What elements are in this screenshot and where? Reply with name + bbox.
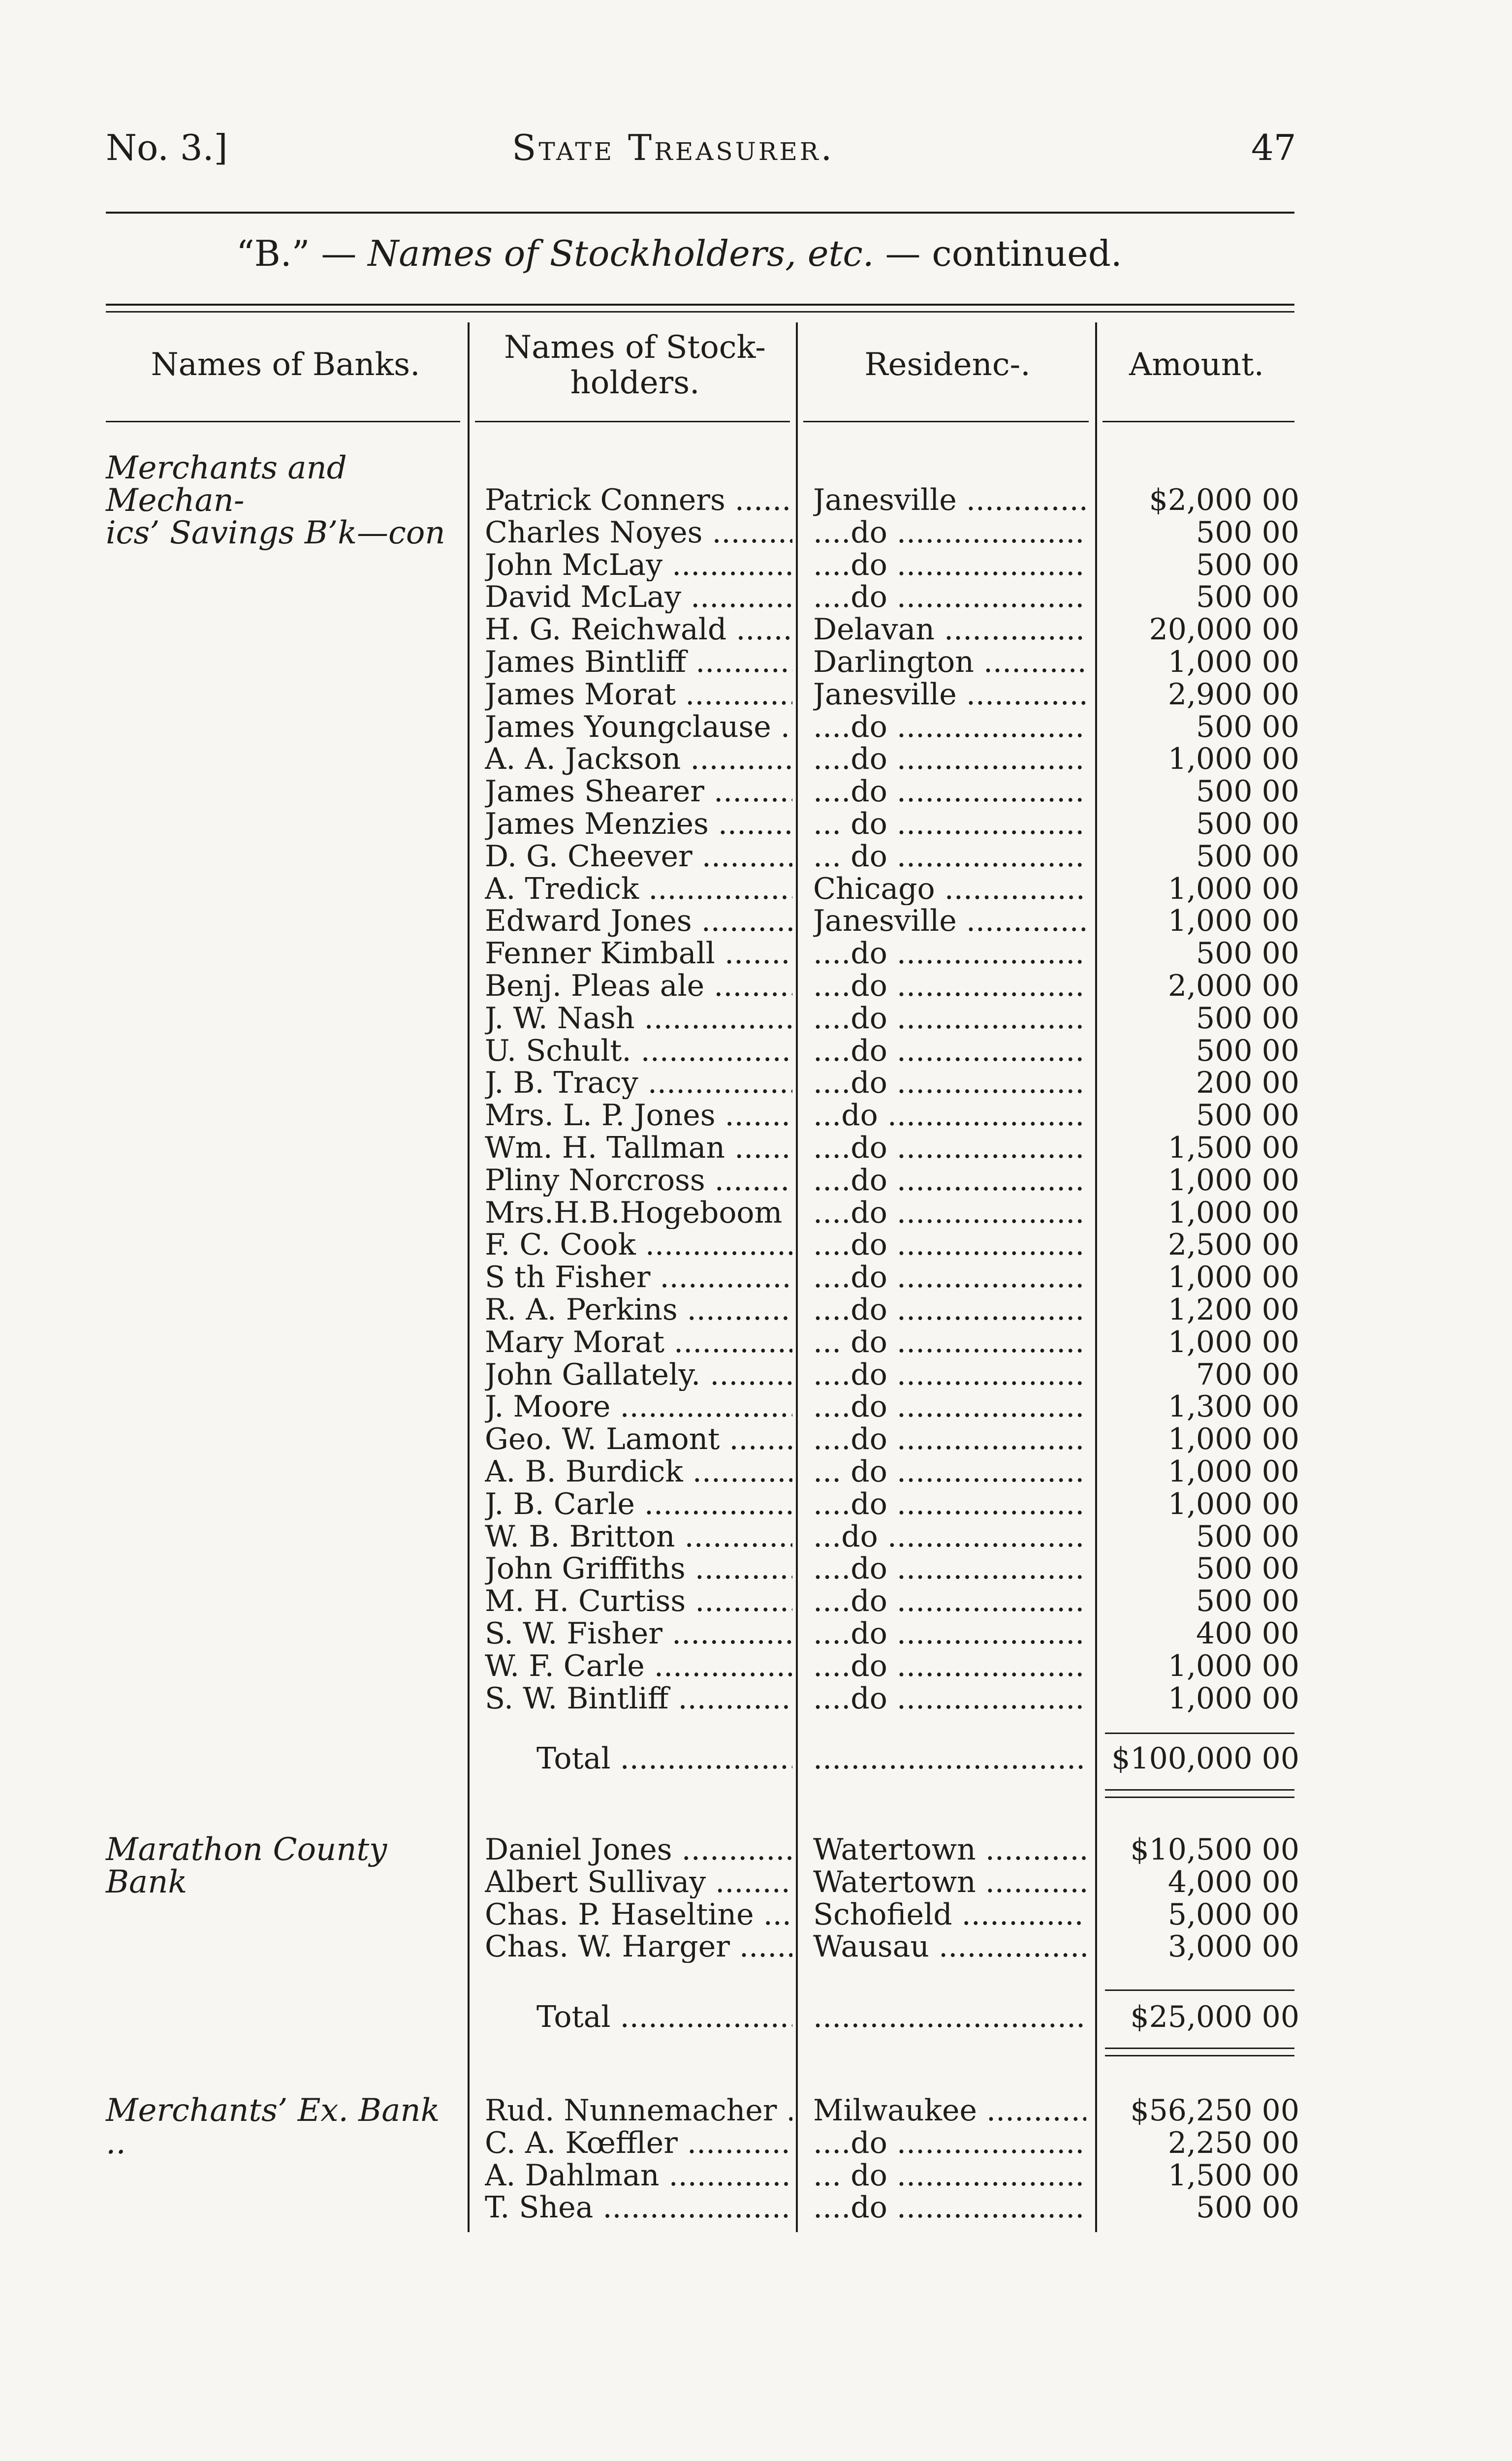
header-underline bbox=[803, 421, 1089, 422]
subtotal-rule bbox=[1105, 1733, 1294, 1734]
subtitle-label: “B.” bbox=[236, 233, 310, 274]
stockholder-name: John Griffiths ..... bbox=[485, 1552, 792, 1585]
residence-cell: ....do ..... bbox=[813, 743, 1086, 775]
stockholder-name: A. Tredick ..... bbox=[485, 873, 792, 905]
table-row bbox=[0, 743, 1329, 775]
table-row bbox=[0, 2127, 1329, 2159]
stockholder-name: Albert Sullivay ..... bbox=[485, 1866, 792, 1898]
table-row bbox=[0, 516, 1329, 549]
amount-cell: 500 00 bbox=[1196, 1002, 1299, 1035]
column-header-residence: Residenc-. bbox=[864, 347, 1031, 383]
page-number: 47 bbox=[1251, 127, 1296, 168]
residence-cell: ....do ..... bbox=[813, 581, 1086, 613]
residence-cell: ....do ..... bbox=[813, 711, 1086, 743]
header-underline bbox=[1102, 421, 1294, 422]
stockholder-name: D. G. Cheever ..... bbox=[485, 840, 792, 873]
residence-cell: ....do ..... bbox=[813, 1229, 1086, 1261]
table-row bbox=[0, 678, 1329, 711]
table-top-rule bbox=[106, 304, 1294, 306]
amount-cell: 1,000 00 bbox=[1167, 1261, 1299, 1294]
residence-cell: ....do ..... bbox=[813, 1002, 1086, 1035]
amount-cell: 1,000 00 bbox=[1167, 1164, 1299, 1197]
residence-cell: ....do ..... bbox=[813, 1617, 1086, 1650]
bank-name-line1: Marathon County Bank bbox=[106, 1831, 387, 1900]
residence-cell: ....do ..... bbox=[813, 1132, 1086, 1164]
stockholder-name: W. B. Britton ..... bbox=[485, 1520, 792, 1553]
amount-cell: 1,000 00 bbox=[1167, 1423, 1299, 1456]
total-leader bbox=[813, 1742, 1086, 1775]
amount-cell: 500 00 bbox=[1196, 1585, 1299, 1618]
table-row bbox=[0, 775, 1329, 808]
residence-cell: Chicago ..... bbox=[813, 873, 1086, 905]
residence-cell: Janesville ..... bbox=[813, 484, 1086, 516]
stockholder-name: Rud. Nunnemacher ..... bbox=[485, 2094, 792, 2127]
amount-cell: 1,000 00 bbox=[1167, 1325, 1299, 1358]
residence-cell: ...do ..... bbox=[813, 1099, 1086, 1132]
amount-cell: 2,500 00 bbox=[1167, 1229, 1299, 1262]
stockholder-name: T. Shea ..... bbox=[485, 2191, 792, 2224]
table-row bbox=[0, 1423, 1329, 1455]
header-rule bbox=[106, 212, 1294, 214]
stockholder-name: S. W. Fisher ..... bbox=[485, 1617, 792, 1650]
amount-cell: 1,000 00 bbox=[1167, 1196, 1299, 1229]
amount-cell: 1,000 00 bbox=[1167, 1455, 1299, 1488]
stockholder-name: A. Dahlman ..... bbox=[485, 2159, 792, 2192]
total-double-rule bbox=[1105, 1797, 1294, 1798]
table-row bbox=[0, 1455, 1329, 1488]
stockholder-name: A. A. Jackson ..... bbox=[485, 743, 792, 775]
stockholder-name: Fenner Kimball ..... bbox=[485, 937, 792, 970]
amount-cell: 1,000 00 bbox=[1167, 743, 1299, 776]
residence-cell: ...do ..... bbox=[813, 1520, 1086, 1553]
total-row bbox=[0, 2001, 1329, 2033]
stockholder-name: Geo. W. Lamont ..... bbox=[485, 1423, 792, 1455]
total-label: Total ..... bbox=[536, 1742, 792, 1775]
stockholder-name: J. Moore ..... bbox=[485, 1390, 792, 1423]
table-row bbox=[0, 1650, 1329, 1682]
amount-cell: 500 00 bbox=[1196, 710, 1299, 743]
header-underline bbox=[106, 421, 460, 422]
subtotal-rule bbox=[1105, 1989, 1294, 1991]
residence-cell: ... do ..... bbox=[813, 1326, 1086, 1358]
residence-cell: ....do ..... bbox=[813, 1294, 1086, 1326]
residence-cell: Janesville ..... bbox=[813, 678, 1086, 711]
table-row bbox=[0, 1035, 1329, 1067]
table-row bbox=[0, 1132, 1329, 1164]
table-row bbox=[0, 1358, 1329, 1391]
stockholder-name: Pliny Norcross ..... bbox=[485, 1164, 792, 1197]
table-row bbox=[0, 1099, 1329, 1132]
table-row bbox=[0, 1067, 1329, 1099]
table-row bbox=[0, 808, 1329, 840]
amount-cell: $10,500 00 bbox=[1130, 1833, 1299, 1866]
stockholder-name: Mary Morat ..... bbox=[485, 1326, 792, 1358]
amount-cell: 500 00 bbox=[1196, 775, 1299, 808]
table-row bbox=[0, 549, 1329, 581]
table-row bbox=[0, 484, 1329, 516]
residence-cell: ... do ..... bbox=[813, 840, 1086, 873]
residence-cell: ....do ..... bbox=[813, 516, 1086, 549]
stockholder-name: Patrick Conners ..... bbox=[485, 484, 792, 516]
table-row bbox=[0, 581, 1329, 613]
amount-cell: 2,000 00 bbox=[1167, 970, 1299, 1002]
stockholder-name: S. W. Bintliff ..... bbox=[485, 1682, 792, 1715]
table-row bbox=[0, 873, 1329, 905]
table-top-rule-inner bbox=[106, 311, 1294, 313]
table-row bbox=[0, 2094, 1329, 2127]
column-header-stockholders-line2: holders. bbox=[570, 365, 700, 401]
residence-cell: ....do ..... bbox=[813, 1552, 1086, 1585]
total-leader bbox=[813, 2001, 1086, 2033]
stockholder-name: Daniel Jones ..... bbox=[485, 1833, 792, 1866]
amount-cell: 500 00 bbox=[1196, 1099, 1299, 1132]
table-row bbox=[0, 1488, 1329, 1520]
amount-cell: 1,000 00 bbox=[1167, 905, 1299, 938]
table-row bbox=[0, 2159, 1329, 2192]
amount-cell: 1,000 00 bbox=[1167, 872, 1299, 905]
total-row bbox=[0, 1742, 1329, 1775]
amount-cell: 2,900 00 bbox=[1167, 678, 1299, 711]
table-row bbox=[0, 937, 1329, 970]
subtitle-italic: Names of Stockholders, etc. bbox=[368, 233, 874, 274]
stockholder-name: David McLay ..... bbox=[485, 581, 792, 613]
residence-cell: ....do ..... bbox=[813, 1197, 1086, 1229]
table-row bbox=[0, 1520, 1329, 1553]
residence-cell: ....do ..... bbox=[813, 1035, 1086, 1067]
stockholder-name: James Menzies ..... bbox=[485, 808, 792, 840]
table-row bbox=[0, 1164, 1329, 1197]
bank-name-line2: ics’ Savings B’k—con bbox=[106, 515, 445, 551]
residence-cell: Schofield ..... bbox=[813, 1898, 1086, 1931]
amount-cell: 20,000 00 bbox=[1149, 613, 1299, 646]
stockholder-name: Benj. Pleas ale ..... bbox=[485, 970, 792, 1002]
stockholder-name: H. G. Reichwald ..... bbox=[485, 613, 792, 646]
amount-cell: 400 00 bbox=[1196, 1617, 1299, 1650]
residence-cell: ....do ..... bbox=[813, 1488, 1086, 1520]
stockholder-name: Mrs. L. P. Jones ..... bbox=[485, 1099, 792, 1132]
residence-cell: ....do ..... bbox=[813, 2191, 1086, 2224]
stockholder-name: Chas. P. Haseltine ..... bbox=[485, 1898, 792, 1931]
residence-cell: ....do ..... bbox=[813, 970, 1086, 1002]
table-row bbox=[0, 1585, 1329, 1617]
table-row bbox=[0, 1002, 1329, 1035]
amount-cell: 500 00 bbox=[1196, 1520, 1299, 1553]
residence-cell: ....do ..... bbox=[813, 1358, 1086, 1391]
amount-cell: 500 00 bbox=[1196, 2191, 1299, 2224]
amount-cell: 500 00 bbox=[1196, 1034, 1299, 1067]
stockholder-name: R. A. Perkins ..... bbox=[485, 1294, 792, 1326]
residence-cell: ....do ..... bbox=[813, 937, 1086, 970]
amount-cell: 1,000 00 bbox=[1167, 646, 1299, 678]
table-row bbox=[0, 711, 1329, 743]
table-subtitle bbox=[236, 231, 1221, 276]
amount-cell: 3,000 00 bbox=[1167, 1930, 1299, 1963]
bank-name-line1: Merchants’ Ex. Bank .. bbox=[106, 2092, 440, 2161]
residence-cell: ... do ..... bbox=[813, 808, 1086, 840]
residence-cell: Wausau ..... bbox=[813, 1930, 1086, 1963]
total-double-rule bbox=[1105, 1789, 1294, 1791]
stockholder-name: James Youngclause ..... bbox=[485, 711, 792, 743]
amount-cell: 700 00 bbox=[1196, 1358, 1299, 1391]
column-header-stockholders-line1: Names of Stock- bbox=[504, 329, 766, 366]
table-row bbox=[0, 1294, 1329, 1326]
stockholder-name: John Gallately. ..... bbox=[485, 1358, 792, 1391]
amount-cell: 1,000 00 bbox=[1167, 1649, 1299, 1682]
table-row bbox=[0, 1898, 1329, 1931]
amount-cell: 1,000 00 bbox=[1167, 1682, 1299, 1715]
amount-cell: 4,000 00 bbox=[1167, 1865, 1299, 1898]
table-row bbox=[0, 1682, 1329, 1715]
table-row bbox=[0, 1390, 1329, 1423]
table-row bbox=[0, 1930, 1329, 1963]
stockholder-name: Wm. H. Tallman ..... bbox=[485, 1132, 792, 1164]
amount-cell: 5,000 00 bbox=[1167, 1898, 1299, 1931]
column-header-stockholders bbox=[472, 330, 797, 401]
residence-cell: Darlington ..... bbox=[813, 646, 1086, 678]
stockholder-name: C. A. Kœffler ..... bbox=[485, 2127, 792, 2159]
amount-cell: 1,300 00 bbox=[1167, 1390, 1299, 1423]
stockholder-name: J. W. Nash ..... bbox=[485, 1002, 792, 1035]
residence-cell: ....do ..... bbox=[813, 1067, 1086, 1099]
page-header-title: State Treasurer. bbox=[512, 127, 835, 168]
total-amount: $25,000 00 bbox=[1130, 2001, 1299, 2033]
residence-cell: ....do ..... bbox=[813, 1682, 1086, 1715]
residence-cell: ....do ..... bbox=[813, 1261, 1086, 1294]
table-row bbox=[0, 1326, 1329, 1358]
table-row bbox=[0, 905, 1329, 937]
stockholder-name: Edward Jones ..... bbox=[485, 905, 792, 937]
stockholder-name: James Bintliff ..... bbox=[485, 646, 792, 678]
amount-cell: 500 00 bbox=[1196, 516, 1299, 549]
residence-cell: Watertown ..... bbox=[813, 1866, 1086, 1898]
column-header-amount: Amount. bbox=[1129, 347, 1264, 383]
table-row bbox=[0, 2191, 1329, 2224]
column-header-banks: Names of Banks. bbox=[151, 347, 420, 383]
stockholder-name: John McLay ..... bbox=[485, 549, 792, 581]
amount-cell: 1,000 00 bbox=[1167, 1487, 1299, 1520]
table-row bbox=[0, 613, 1329, 646]
residence-cell: Janesville ..... bbox=[813, 905, 1086, 937]
table-row bbox=[0, 1261, 1329, 1294]
stockholder-name: U. Schult. ..... bbox=[485, 1035, 792, 1067]
residence-cell: ....do ..... bbox=[813, 1390, 1086, 1423]
amount-cell: 500 00 bbox=[1196, 1552, 1299, 1585]
stockholder-name: Charles Noyes ..... bbox=[485, 516, 792, 549]
amount-cell: $56,250 00 bbox=[1130, 2094, 1299, 2127]
amount-cell: 500 00 bbox=[1196, 840, 1299, 873]
amount-cell: 1,500 00 bbox=[1167, 2159, 1299, 2192]
total-amount: $100,000 00 bbox=[1111, 1742, 1299, 1775]
stockholder-name: J. B. Tracy ..... bbox=[485, 1067, 792, 1099]
residence-cell: Milwaukee ..... bbox=[813, 2094, 1086, 2127]
total-double-rule bbox=[1105, 2048, 1294, 2049]
table-row bbox=[0, 646, 1329, 678]
amount-cell: $2,000 00 bbox=[1149, 484, 1299, 516]
residence-cell: ....do ..... bbox=[813, 2127, 1086, 2159]
stockholder-name: F. C. Cook ..... bbox=[485, 1229, 792, 1261]
stockholder-name: Mrs.H.B.Hogeboom ..... bbox=[485, 1197, 792, 1229]
subtitle-dash: — bbox=[885, 233, 921, 274]
residence-cell: ....do ..... bbox=[813, 549, 1086, 581]
total-double-rule bbox=[1105, 2055, 1294, 2056]
table-row bbox=[0, 970, 1329, 1002]
residence-cell: ....do ..... bbox=[813, 1585, 1086, 1617]
total-label: Total ..... bbox=[536, 2001, 792, 2033]
residence-cell: Watertown ..... bbox=[813, 1833, 1086, 1866]
table-row bbox=[0, 1833, 1329, 1866]
amount-cell: 2,250 00 bbox=[1167, 2126, 1299, 2159]
amount-cell: 500 00 bbox=[1196, 581, 1299, 614]
residence-cell: ....do ..... bbox=[813, 775, 1086, 808]
stockholder-name: A. B. Burdick ..... bbox=[485, 1455, 792, 1488]
page-header-report-number: No. 3.] bbox=[106, 127, 228, 168]
residence-cell: ... do ..... bbox=[813, 2159, 1086, 2192]
header-underline bbox=[475, 421, 790, 422]
table-row bbox=[0, 1552, 1329, 1585]
stockholder-name: James Morat ..... bbox=[485, 678, 792, 711]
residence-cell: ....do ..... bbox=[813, 1164, 1086, 1197]
table-row bbox=[0, 1197, 1329, 1229]
amount-cell: 200 00 bbox=[1196, 1067, 1299, 1100]
stockholder-name: W. F. Carle ..... bbox=[485, 1650, 792, 1682]
stockholder-name: Chas. W. Harger ..... bbox=[485, 1930, 792, 1963]
amount-cell: 1,500 00 bbox=[1167, 1132, 1299, 1164]
residence-cell: ... do ..... bbox=[813, 1455, 1086, 1488]
bank-name-line1: Merchants and Mechan- bbox=[106, 450, 347, 519]
residence-cell: ....do ..... bbox=[813, 1650, 1086, 1682]
table-row bbox=[0, 1866, 1329, 1898]
stockholder-name: S th Fisher ..... bbox=[485, 1261, 792, 1294]
amount-cell: 500 00 bbox=[1196, 548, 1299, 581]
residence-cell: Delavan ..... bbox=[813, 613, 1086, 646]
subtitle-continued: continued. bbox=[932, 233, 1122, 274]
stockholder-name: M. H. Curtiss ..... bbox=[485, 1585, 792, 1617]
table-row bbox=[0, 1229, 1329, 1261]
amount-cell: 1,200 00 bbox=[1167, 1294, 1299, 1326]
amount-cell: 500 00 bbox=[1196, 937, 1299, 970]
residence-cell: ....do ..... bbox=[813, 1423, 1086, 1455]
table-row bbox=[0, 1617, 1329, 1650]
stockholder-name: J. B. Carle ..... bbox=[485, 1488, 792, 1520]
table-row bbox=[0, 840, 1329, 873]
amount-cell: 500 00 bbox=[1196, 808, 1299, 840]
subtitle-dash: — bbox=[321, 233, 357, 274]
stockholder-name: James Shearer ..... bbox=[485, 775, 792, 808]
